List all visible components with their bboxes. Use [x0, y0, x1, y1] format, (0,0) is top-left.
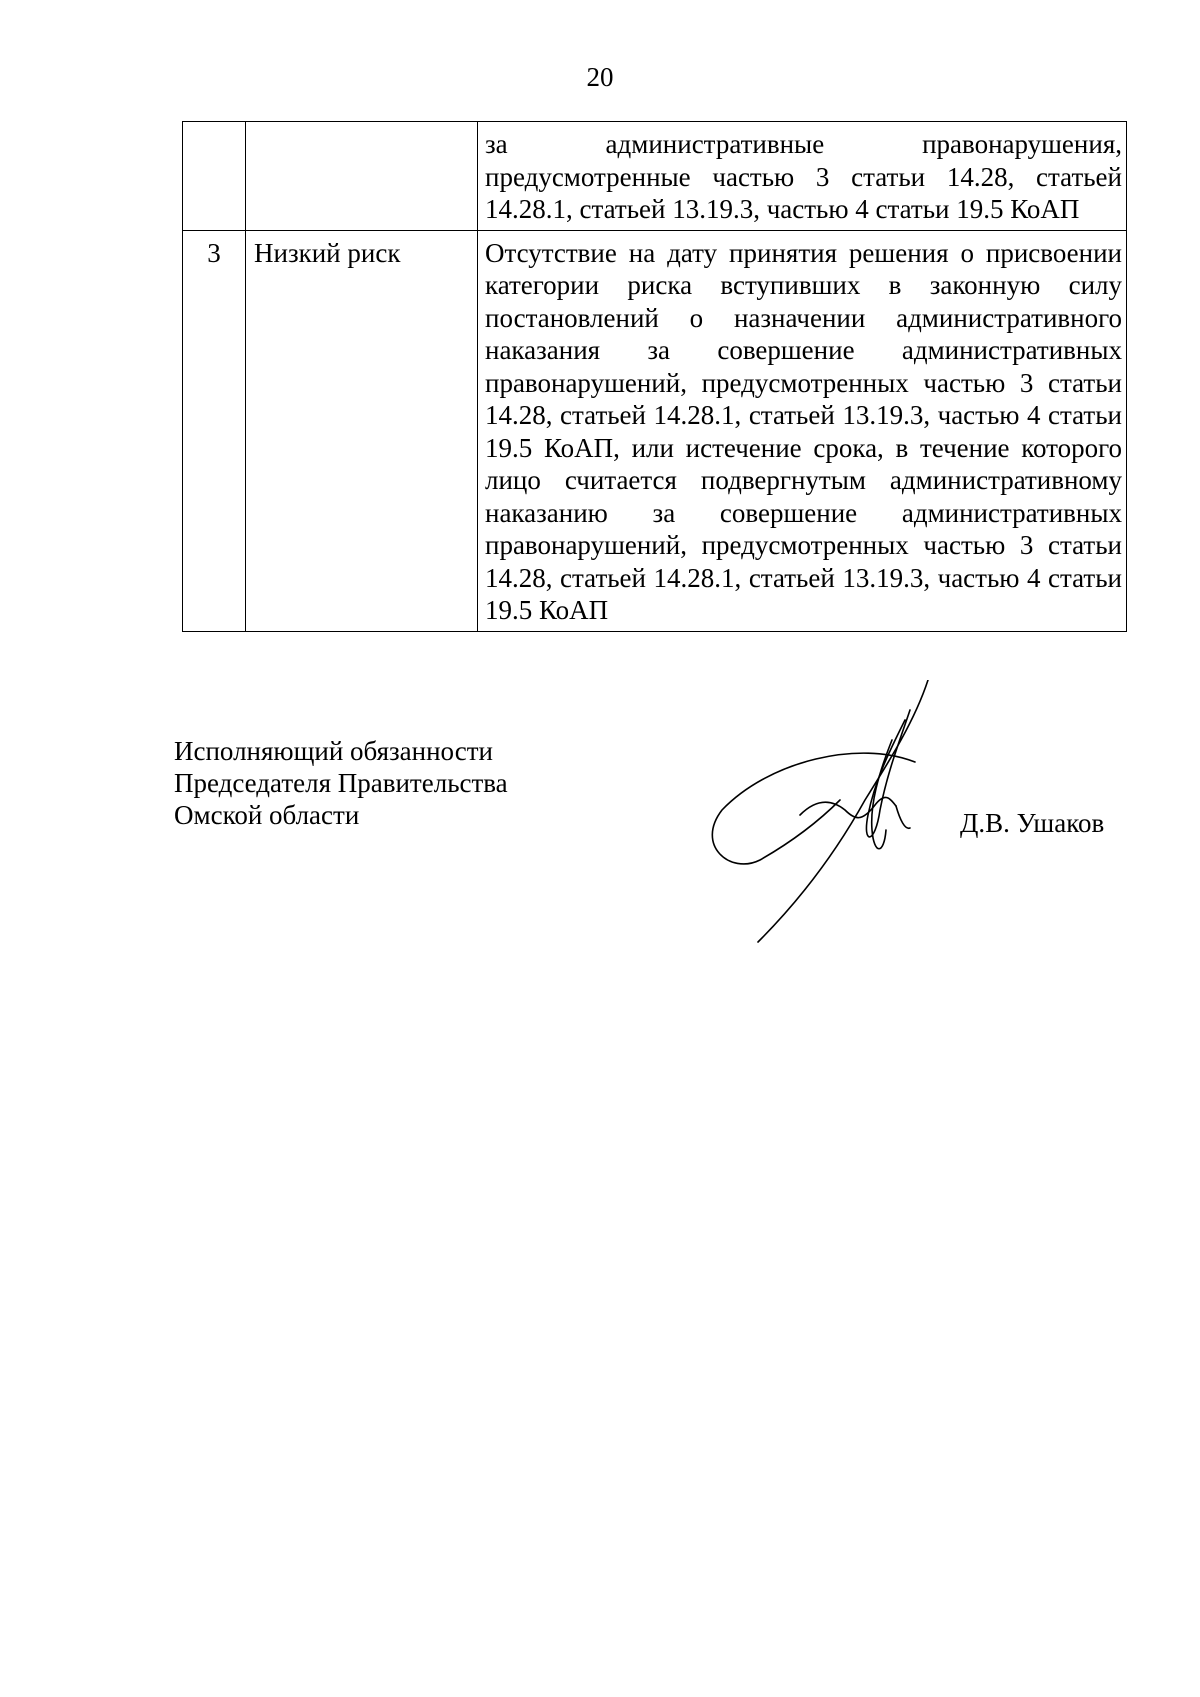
risk-category-cell: [246, 122, 478, 231]
criteria-cell: за административные правонарушения, предусмотренные частью 3 статьи 14.28, статьей 14.28.1, статьей 13.19.3, частью 4 статьи 19.5 КоАП: [478, 122, 1127, 231]
table-row: [183, 230, 1127, 631]
handwritten-signature: [700, 680, 1000, 960]
risk-category-table: [182, 121, 1127, 632]
signer-position-line: Омской области: [174, 800, 360, 830]
signer-name: Д.В. Ушаков: [960, 808, 1105, 838]
risk-category-cell: Низкий риск: [246, 230, 478, 631]
table-row: [183, 122, 1127, 231]
row-number-cell: 3: [183, 230, 246, 631]
row-number-cell: [183, 122, 246, 231]
signer-position-line: Председателя Правительства: [174, 768, 508, 798]
page-number: 20: [586, 62, 614, 92]
signer-position-line: Исполняющий обязанности: [174, 736, 493, 766]
signer-position: [174, 735, 508, 831]
criteria-cell: Отсутствие на дату принятия решения о присвоении категории риска вступивших в законную силу постановлений о назначении административного наказания за совершение административных правонарушений, предусмотренных частью 3 статьи 14.28, статьей 14.28.1, статьей 13.19.3, частью 4 статьи 19.5 КоАП, или истечение срока, в течение которого лицо считается подвергнутым административному наказанию за совершение административных правонарушений, предусмотренных частью 3 статьи 14.28, статьей 14.28.1, статьей 13.19.3, частью 4 статьи 19.5 КоАП: [478, 230, 1127, 631]
